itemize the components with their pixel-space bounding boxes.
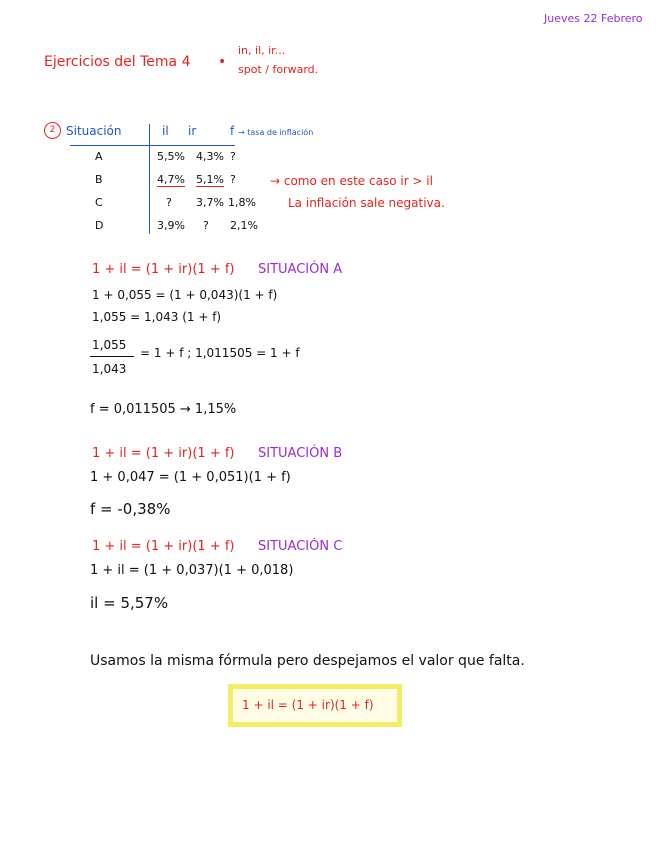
- table-header-il: il: [162, 124, 169, 138]
- row-c-ir: 3,7%: [196, 196, 224, 209]
- row-b-f: ?: [230, 173, 236, 186]
- situation-b-formula: 1 + il = (1 + ir)(1 + f): [92, 446, 235, 461]
- row-d-f: 2,1%: [230, 219, 258, 232]
- situation-a-fraction-denominator: 1,043: [92, 362, 127, 376]
- situation-c-step-1: 1 + il = (1 + 0,037)(1 + 0,018): [90, 563, 294, 578]
- row-d-situation: D: [95, 219, 104, 232]
- note-line-1: → como en este caso ir > il: [270, 174, 433, 188]
- row-a-f: ?: [230, 150, 236, 163]
- situation-a-step-2: 1,055 = 1,043 (1 + f): [92, 310, 222, 324]
- exercise-number: 2: [49, 125, 56, 135]
- situation-c-formula: 1 + il = (1 + ir)(1 + f): [92, 539, 235, 554]
- date-label: Jueves 22 Febrero: [544, 12, 643, 25]
- row-c-f: 1,8%: [228, 196, 256, 209]
- row-c-il: ?: [166, 196, 172, 209]
- table-header-ir: ir: [188, 124, 197, 138]
- fraction-bar: [90, 356, 134, 357]
- table-column-rule: [149, 124, 150, 234]
- situation-a-result: f = 0,011505 → 1,15%: [90, 402, 237, 417]
- exercise-number-badge: [44, 122, 61, 139]
- situation-a-step-1: 1 + 0,055 = (1 + 0,043)(1 + f): [92, 288, 278, 302]
- row-a-situation: A: [95, 150, 103, 163]
- conclusion-text: Usamos la misma fórmula pero despejamos el valor que falta.: [90, 653, 525, 669]
- table-header-situation: Situación: [66, 124, 122, 138]
- row-a-il: 5,5%: [157, 150, 185, 163]
- topics-line-2: spot / forward.: [238, 63, 319, 76]
- page-title: Ejercicios del Tema 4: [44, 54, 191, 70]
- situation-a-label: SITUACIÓN A: [258, 262, 343, 277]
- note-line-2: La inflación sale negativa.: [288, 196, 445, 210]
- situation-b-label: SITUACIÓN B: [258, 446, 343, 461]
- row-a-ir: 4,3%: [196, 150, 224, 163]
- row-b-ir: 5,1%: [196, 173, 224, 186]
- row-b-il: 4,7%: [157, 173, 185, 186]
- table-header-f: f: [230, 124, 235, 138]
- situation-b-step-1: 1 + 0,047 = (1 + 0,051)(1 + f): [90, 470, 291, 485]
- row-d-ir: ?: [203, 219, 209, 232]
- situation-a-formula: 1 + il = (1 + ir)(1 + f): [92, 262, 235, 277]
- situation-a-step-3: = 1 + f ; 1,011505 = 1 + f: [140, 346, 300, 360]
- row-c-situation: C: [95, 196, 103, 209]
- situation-c-label: SITUACIÓN C: [258, 539, 343, 554]
- f-note: → tasa de inflación: [238, 128, 314, 137]
- row-b-situation: B: [95, 173, 103, 186]
- boxed-formula: 1 + il = (1 + ir)(1 + f): [242, 698, 374, 712]
- title-bullet: •: [218, 54, 227, 70]
- situation-b-result: f = -0,38%: [90, 500, 171, 518]
- row-d-il: 3,9%: [157, 219, 185, 232]
- situation-a-fraction-numerator: 1,055: [92, 338, 127, 352]
- situation-c-result: il = 5,57%: [90, 594, 169, 612]
- topics-line-1: in, il, ir...: [238, 44, 286, 57]
- table-header-rule: [70, 145, 235, 146]
